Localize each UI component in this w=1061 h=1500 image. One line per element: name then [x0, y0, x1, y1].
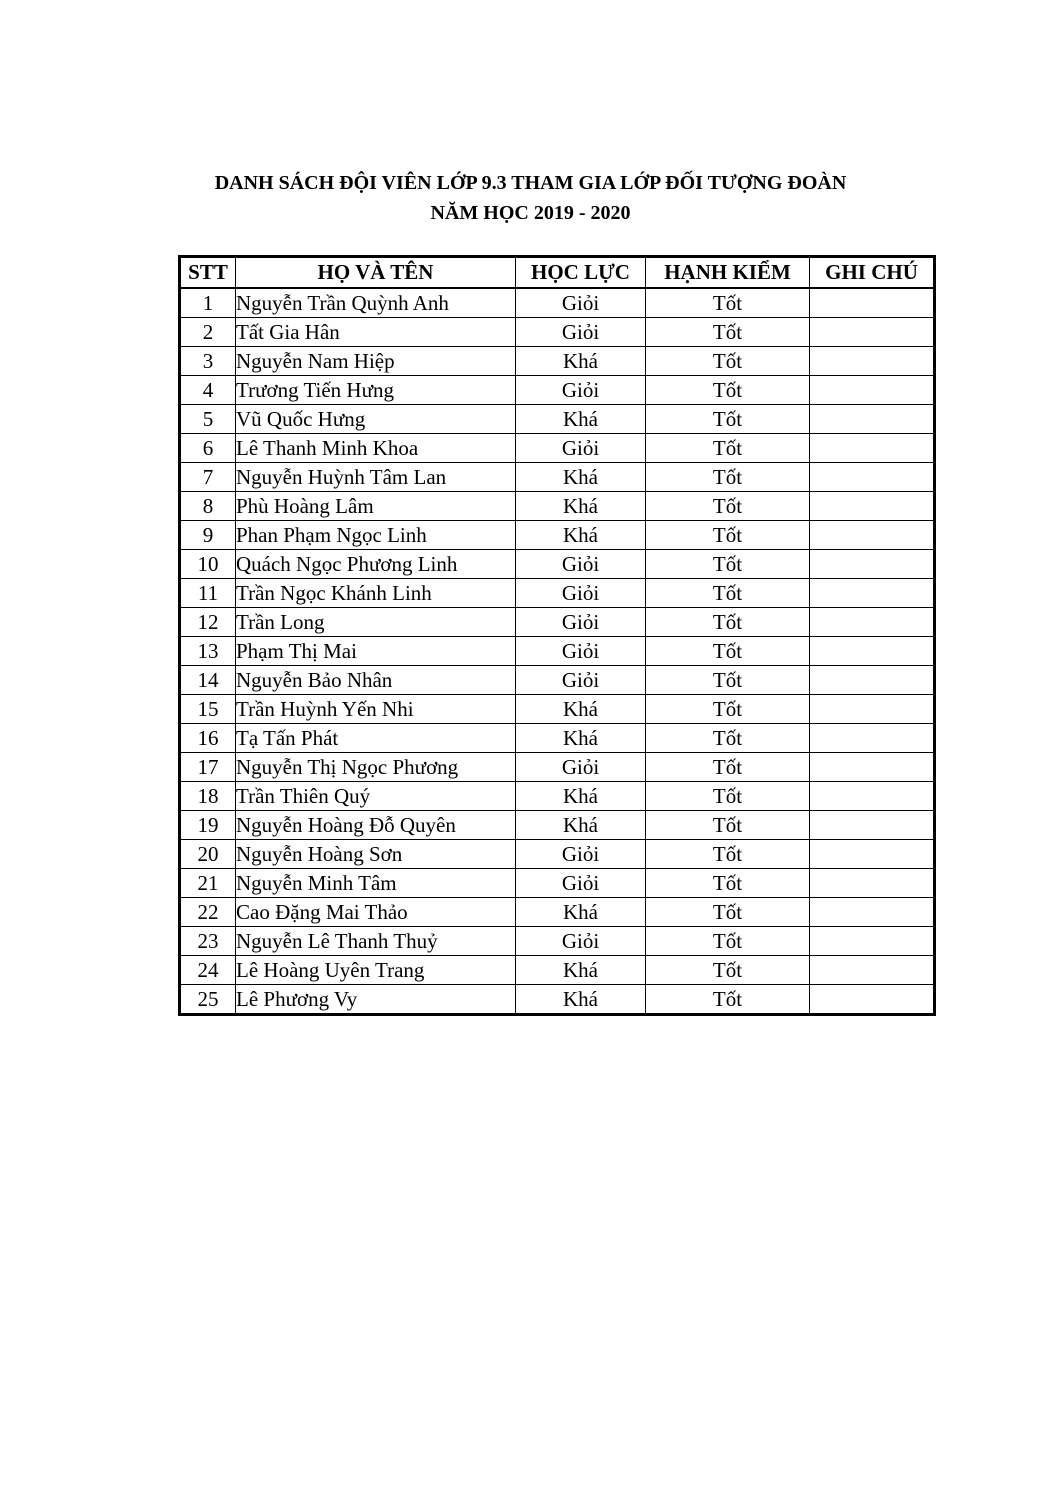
- cell-hanh-kiem: Tốt: [646, 840, 810, 869]
- table-row: [180, 608, 935, 637]
- cell-stt: 9: [180, 521, 236, 550]
- table-row: [180, 550, 935, 579]
- cell-hoc-luc: Giỏi: [516, 840, 646, 869]
- cell-name: Nguyễn Hoàng Sơn: [236, 840, 516, 869]
- cell-ghi-chu: [810, 666, 935, 695]
- table-row: [180, 753, 935, 782]
- table-row: [180, 318, 935, 347]
- cell-name: Trần Huỳnh Yến Nhi: [236, 695, 516, 724]
- cell-ghi-chu: [810, 608, 935, 637]
- cell-name: Tất Gia Hân: [236, 318, 516, 347]
- cell-ghi-chu: [810, 579, 935, 608]
- cell-hanh-kiem: Tốt: [646, 753, 810, 782]
- cell-hoc-luc: Khá: [516, 956, 646, 985]
- cell-ghi-chu: [810, 463, 935, 492]
- cell-hanh-kiem: Tốt: [646, 405, 810, 434]
- cell-ghi-chu: [810, 811, 935, 840]
- cell-stt: 1: [180, 288, 236, 318]
- cell-hoc-luc: Khá: [516, 782, 646, 811]
- cell-name: Lê Thanh Minh Khoa: [236, 434, 516, 463]
- cell-name: Vũ Quốc Hưng: [236, 405, 516, 434]
- table-row: [180, 463, 935, 492]
- cell-ghi-chu: [810, 521, 935, 550]
- table-row: [180, 724, 935, 753]
- cell-stt: 19: [180, 811, 236, 840]
- cell-hanh-kiem: Tốt: [646, 579, 810, 608]
- document-title: DANH SÁCH ĐỘI VIÊN LỚP 9.3 THAM GIA LỚP ĐỐI TƯỢNG ĐOÀN: [214, 172, 847, 194]
- document-subtitle: NĂM HỌC 2019 - 2020: [430, 202, 631, 224]
- header-hoc-luc: HỌC LỰC: [516, 257, 646, 289]
- cell-name: Phan Phạm Ngọc Linh: [236, 521, 516, 550]
- cell-name: Tạ Tấn Phát: [236, 724, 516, 753]
- cell-hanh-kiem: Tốt: [646, 376, 810, 405]
- cell-ghi-chu: [810, 956, 935, 985]
- cell-stt: 15: [180, 695, 236, 724]
- cell-hoc-luc: Khá: [516, 521, 646, 550]
- cell-stt: 24: [180, 956, 236, 985]
- cell-hoc-luc: Giỏi: [516, 869, 646, 898]
- cell-ghi-chu: [810, 550, 935, 579]
- cell-stt: 7: [180, 463, 236, 492]
- cell-hanh-kiem: Tốt: [646, 318, 810, 347]
- cell-ghi-chu: [810, 637, 935, 666]
- cell-ghi-chu: [810, 405, 935, 434]
- table-row: [180, 666, 935, 695]
- cell-hoc-luc: Giỏi: [516, 608, 646, 637]
- cell-hoc-luc: Giỏi: [516, 376, 646, 405]
- cell-hoc-luc: Khá: [516, 724, 646, 753]
- table-row: [180, 898, 935, 927]
- table-row: [180, 956, 935, 985]
- header-stt: STT: [180, 257, 236, 289]
- cell-hanh-kiem: Tốt: [646, 869, 810, 898]
- cell-ghi-chu: [810, 347, 935, 376]
- cell-hanh-kiem: Tốt: [646, 492, 810, 521]
- cell-name: Nguyễn Nam Hiệp: [236, 347, 516, 376]
- cell-stt: 3: [180, 347, 236, 376]
- cell-ghi-chu: [810, 782, 935, 811]
- cell-hoc-luc: Khá: [516, 811, 646, 840]
- cell-name: Nguyễn Bảo Nhân: [236, 666, 516, 695]
- cell-ghi-chu: [810, 724, 935, 753]
- cell-stt: 20: [180, 840, 236, 869]
- cell-stt: 23: [180, 927, 236, 956]
- student-table: [178, 255, 936, 1016]
- cell-name: Nguyễn Thị Ngọc Phương: [236, 753, 516, 782]
- cell-name: Quách Ngọc Phương Linh: [236, 550, 516, 579]
- cell-stt: 2: [180, 318, 236, 347]
- cell-hanh-kiem: Tốt: [646, 550, 810, 579]
- cell-name: Nguyễn Trần Quỳnh Anh: [236, 288, 516, 318]
- cell-ghi-chu: [810, 985, 935, 1015]
- header-name: HỌ VÀ TÊN: [236, 257, 516, 289]
- cell-hanh-kiem: Tốt: [646, 463, 810, 492]
- cell-name: Trần Thiên Quý: [236, 782, 516, 811]
- cell-stt: 21: [180, 869, 236, 898]
- cell-stt: 5: [180, 405, 236, 434]
- cell-name: Trần Long: [236, 608, 516, 637]
- cell-stt: 22: [180, 898, 236, 927]
- cell-name: Phù Hoàng Lâm: [236, 492, 516, 521]
- cell-hanh-kiem: Tốt: [646, 927, 810, 956]
- cell-ghi-chu: [810, 492, 935, 521]
- header-hanh-kiem: HẠNH KIỂM: [646, 257, 810, 289]
- cell-hoc-luc: Giỏi: [516, 637, 646, 666]
- cell-name: Trần Ngọc Khánh Linh: [236, 579, 516, 608]
- table-row: [180, 347, 935, 376]
- cell-stt: 25: [180, 985, 236, 1015]
- table-row: [180, 405, 935, 434]
- cell-hoc-luc: Khá: [516, 492, 646, 521]
- table-row: [180, 579, 935, 608]
- cell-stt: 10: [180, 550, 236, 579]
- cell-ghi-chu: [810, 376, 935, 405]
- cell-hoc-luc: Giỏi: [516, 434, 646, 463]
- cell-ghi-chu: [810, 695, 935, 724]
- table-row: [180, 840, 935, 869]
- cell-name: Nguyễn Hoàng Đỗ Quyên: [236, 811, 516, 840]
- cell-hoc-luc: Giỏi: [516, 288, 646, 318]
- cell-name: Nguyễn Minh Tâm: [236, 869, 516, 898]
- cell-hoc-luc: Giỏi: [516, 550, 646, 579]
- cell-hanh-kiem: Tốt: [646, 666, 810, 695]
- cell-hanh-kiem: Tốt: [646, 782, 810, 811]
- cell-stt: 17: [180, 753, 236, 782]
- table-row: [180, 811, 935, 840]
- cell-ghi-chu: [810, 434, 935, 463]
- table-row: [180, 376, 935, 405]
- table-row: [180, 782, 935, 811]
- cell-hanh-kiem: Tốt: [646, 434, 810, 463]
- table-row: [180, 637, 935, 666]
- cell-hanh-kiem: Tốt: [646, 985, 810, 1015]
- cell-name: Nguyễn Huỳnh Tâm Lan: [236, 463, 516, 492]
- cell-ghi-chu: [810, 840, 935, 869]
- cell-hanh-kiem: Tốt: [646, 288, 810, 318]
- table-header-row: [180, 257, 935, 289]
- cell-hanh-kiem: Tốt: [646, 956, 810, 985]
- cell-hanh-kiem: Tốt: [646, 695, 810, 724]
- table-row: [180, 434, 935, 463]
- cell-hoc-luc: Giỏi: [516, 318, 646, 347]
- cell-hoc-luc: Khá: [516, 463, 646, 492]
- cell-hoc-luc: Giỏi: [516, 666, 646, 695]
- cell-name: Cao Đặng Mai Thảo: [236, 898, 516, 927]
- cell-stt: 18: [180, 782, 236, 811]
- cell-hoc-luc: Giỏi: [516, 753, 646, 782]
- cell-name: Trương Tiến Hưng: [236, 376, 516, 405]
- cell-hoc-luc: Khá: [516, 898, 646, 927]
- table-row: [180, 985, 935, 1015]
- cell-ghi-chu: [810, 753, 935, 782]
- table-row: [180, 521, 935, 550]
- table-body: [180, 288, 935, 1015]
- cell-ghi-chu: [810, 318, 935, 347]
- cell-name: Lê Phương Vy: [236, 985, 516, 1015]
- cell-hanh-kiem: Tốt: [646, 347, 810, 376]
- cell-name: Phạm Thị Mai: [236, 637, 516, 666]
- cell-ghi-chu: [810, 288, 935, 318]
- cell-hanh-kiem: Tốt: [646, 608, 810, 637]
- cell-hanh-kiem: Tốt: [646, 898, 810, 927]
- table-row: [180, 927, 935, 956]
- cell-stt: 14: [180, 666, 236, 695]
- cell-stt: 12: [180, 608, 236, 637]
- cell-hanh-kiem: Tốt: [646, 521, 810, 550]
- header-ghi-chu: GHI CHÚ: [810, 257, 935, 289]
- cell-ghi-chu: [810, 898, 935, 927]
- table-row: [180, 492, 935, 521]
- cell-name: Nguyễn Lê Thanh Thuỷ: [236, 927, 516, 956]
- cell-hanh-kiem: Tốt: [646, 724, 810, 753]
- cell-hanh-kiem: Tốt: [646, 811, 810, 840]
- cell-ghi-chu: [810, 869, 935, 898]
- cell-hoc-luc: Khá: [516, 695, 646, 724]
- cell-hoc-luc: Khá: [516, 985, 646, 1015]
- cell-stt: 16: [180, 724, 236, 753]
- cell-stt: 8: [180, 492, 236, 521]
- cell-hoc-luc: Khá: [516, 405, 646, 434]
- cell-ghi-chu: [810, 927, 935, 956]
- cell-hoc-luc: Giỏi: [516, 579, 646, 608]
- table-row: [180, 695, 935, 724]
- cell-hoc-luc: Khá: [516, 347, 646, 376]
- cell-stt: 11: [180, 579, 236, 608]
- cell-hanh-kiem: Tốt: [646, 637, 810, 666]
- cell-stt: 13: [180, 637, 236, 666]
- table-row: [180, 869, 935, 898]
- table-row: [180, 288, 935, 318]
- cell-hoc-luc: Giỏi: [516, 927, 646, 956]
- cell-name: Lê Hoàng Uyên Trang: [236, 956, 516, 985]
- cell-stt: 6: [180, 434, 236, 463]
- cell-stt: 4: [180, 376, 236, 405]
